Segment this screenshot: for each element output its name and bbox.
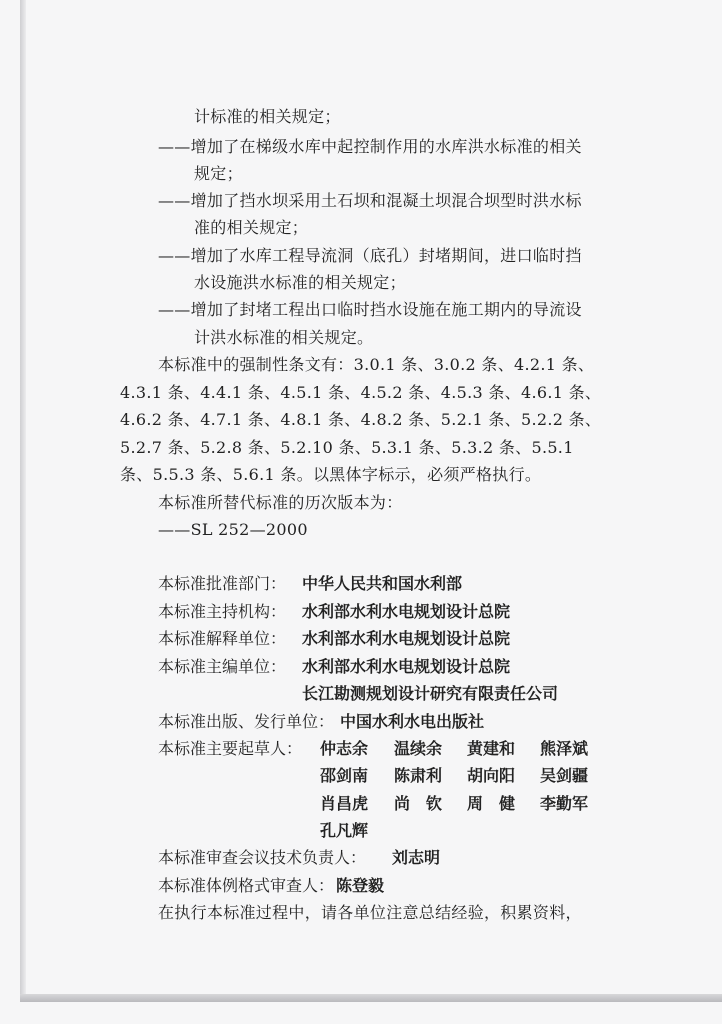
change-line: 准的相关规定； [194, 218, 309, 237]
interp-value: 水利部水利水电规划设计总院 [302, 629, 511, 648]
drafter-name: 吴剑疆 [540, 766, 589, 785]
drafters-label: 本标准主要起草人： [158, 739, 303, 758]
history-version: ——SL 252—2000 [158, 520, 308, 539]
mandatory-line: 4.3.1 条、4.4.1 条、4.5.1 条、4.5.2 条、4.5.3 条、4.6.1 条、 [120, 383, 602, 402]
format-label: 本标准体例格式审查人： [158, 876, 335, 895]
review-label: 本标准审查会议技术负责人： [158, 848, 367, 867]
mandatory-line: 条、5.5.3 条、5.6.1 条。以黑体字标示，必须严格执行。 [120, 465, 542, 484]
review-value: 刘志明 [392, 848, 441, 867]
closing-line: 在执行本标准过程中，请各单位注意总结经验，积累资料， [158, 903, 582, 922]
drafter-name: 李勤军 [540, 794, 589, 813]
mandatory-line: 4.6.2 条、4.7.1 条、4.8.1 条、4.8.2 条、5.2.1 条、5.2.2 条、 [120, 410, 602, 429]
change-line: ——增加了水库工程导流洞（底孔）封堵期间，进口临时挡 [158, 246, 582, 265]
drafter-name: 肖昌虎 [320, 794, 369, 813]
mandatory-line: 本标准中的强制性条文有：3.0.1 条、3.0.2 条、4.2.1 条、 [158, 355, 595, 374]
history-intro: 本标准所替代标准的历次版本为： [158, 493, 403, 512]
change-line: ——增加了挡水坝采用土石坝和混凝土坝混合坝型时洪水标 [158, 191, 582, 210]
approval-label: 本标准批准部门： [158, 574, 287, 593]
change-line: ——增加了在梯级水库中起控制作用的水库洪水标准的相关 [158, 137, 582, 156]
publisher-label: 本标准出版、发行单位： [158, 712, 335, 731]
change-line: ——增加了封堵工程出口临时挡水设施在施工期内的导流设 [158, 300, 582, 319]
change-line: 计标准的相关规定； [194, 107, 341, 126]
interp-label: 本标准解释单位： [158, 629, 287, 648]
editor-value-1: 水利部水利水电规划设计总院 [302, 657, 511, 676]
drafter-name: 陈肃利 [394, 766, 443, 785]
drafter-name: 黄建和 [467, 739, 516, 758]
drafter-name: 尚 钦 [394, 794, 443, 813]
change-line: 规定； [194, 164, 243, 183]
drafter-name: 胡向阳 [467, 766, 516, 785]
drafter-name: 仲志余 [320, 739, 369, 758]
drafter-name: 孔凡辉 [320, 821, 369, 840]
change-line: 水设施洪水标准的相关规定； [194, 273, 406, 292]
drafter-name: 温续余 [394, 739, 443, 758]
approval-value: 中华人民共和国水利部 [302, 574, 463, 593]
drafter-name: 熊泽斌 [540, 739, 589, 758]
change-line: 计洪水标准的相关规定。 [194, 328, 374, 347]
host-label: 本标准主持机构： [158, 602, 287, 621]
editor-label: 本标准主编单位： [158, 657, 287, 676]
format-value: 陈登毅 [336, 876, 385, 895]
page-left-edge [20, 0, 26, 996]
drafter-name: 邵剑南 [320, 766, 369, 785]
page-bottom-edge [20, 994, 722, 1002]
editor-value-2: 长江勘测规划设计研究有限责任公司 [302, 684, 559, 703]
publisher-value: 中国水利水电出版社 [340, 712, 485, 731]
drafter-name: 周 健 [467, 794, 516, 813]
mandatory-line: 5.2.7 条、5.2.8 条、5.2.10 条、5.3.1 条、5.3.2 条、5.5.1 [120, 438, 574, 457]
host-value: 水利部水利水电规划设计总院 [302, 602, 511, 621]
